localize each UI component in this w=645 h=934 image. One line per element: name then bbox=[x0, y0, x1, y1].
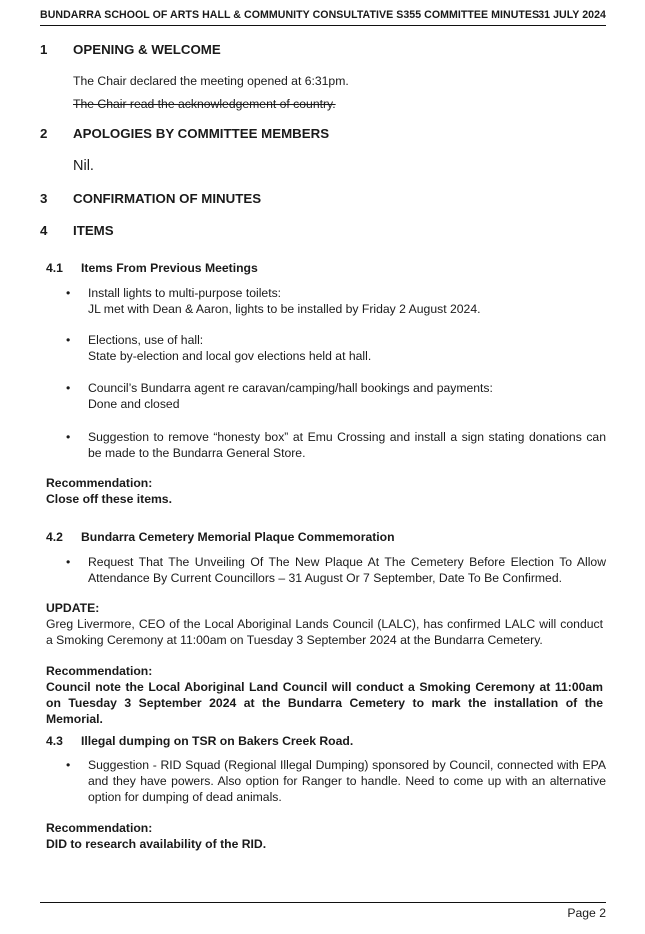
header-date: 31 JULY 2024 bbox=[538, 9, 606, 21]
bullet-icon: • bbox=[66, 555, 71, 569]
list-item bbox=[66, 332, 606, 364]
section-title: OPENING & WELCOME bbox=[73, 42, 221, 57]
section-title: ITEMS bbox=[73, 223, 114, 238]
recommendation-label: Recommendation: bbox=[46, 664, 153, 678]
header-title: BUNDARRA SCHOOL OF ARTS HALL & COMMUNITY CONSULTATIVE S355 COMMITTEE MINUTES bbox=[40, 9, 540, 21]
item-title: Bundarra Cemetery Memorial Plaque Commemoration bbox=[81, 530, 395, 544]
item-number: 4.3 bbox=[46, 734, 63, 748]
bullet-icon: • bbox=[66, 333, 71, 347]
list-item bbox=[66, 554, 606, 586]
section-number: 3 bbox=[40, 191, 48, 206]
bullet-text: Suggestion to remove “honesty box” at Emu Crossing and install a sign stating donations can be made to the Bundarra General Store. bbox=[88, 430, 606, 460]
recommendation-label: Recommendation: bbox=[46, 476, 153, 490]
bullet-line: Council’s Bundarra agent re caravan/camping/hall bookings and payments: bbox=[88, 381, 493, 395]
bullet-text: Suggestion - RID Squad (Regional Illegal Dumping) sponsored by Council, connected with EPA and they have powers. Also option for Ranger to handle. Need to come up with an alternative option for dumping of dead animals. bbox=[88, 758, 606, 804]
section-title: APOLOGIES BY COMMITTEE MEMBERS bbox=[73, 126, 330, 141]
footer-divider bbox=[40, 902, 606, 903]
page-header bbox=[40, 9, 606, 26]
recommendation-label: Recommendation: bbox=[46, 821, 153, 835]
item-number: 4.1 bbox=[46, 261, 63, 275]
bullet-line: Elections, use of hall: bbox=[88, 333, 204, 347]
section-number: 1 bbox=[40, 42, 48, 57]
bullet-icon: • bbox=[66, 758, 71, 772]
apologies-text: Nil. bbox=[73, 158, 94, 174]
bullet-line: Done and closed bbox=[88, 397, 180, 411]
item-title: Items From Previous Meetings bbox=[81, 261, 258, 275]
bullet-line: State by-election and local gov elections held at hall. bbox=[88, 349, 372, 363]
bullet-line: Install lights to multi-purpose toilets: bbox=[88, 286, 282, 300]
recommendation-text: Close off these items. bbox=[46, 492, 172, 506]
recommendation-text: DID to research availability of the RID. bbox=[46, 837, 267, 851]
item-number: 4.2 bbox=[46, 530, 63, 544]
bullet-text: Request That The Unveiling Of The New Plaque At The Cemetery Before Election To Allow Attendance By Current Councillors – 31 August Or 7 September, Date To Be Confirmed. bbox=[88, 555, 606, 585]
bullet-line: JL met with Dean & Aaron, lights to be installed by Friday 2 August 2024. bbox=[88, 302, 481, 316]
list-item bbox=[66, 429, 606, 461]
update-label: UPDATE: bbox=[46, 601, 100, 615]
section-number: 2 bbox=[40, 126, 48, 141]
bullet-icon: • bbox=[66, 430, 71, 444]
section-title: CONFIRMATION OF MINUTES bbox=[73, 191, 262, 206]
bullet-icon: • bbox=[66, 286, 71, 300]
bullet-icon: • bbox=[66, 381, 71, 395]
update-text: Greg Livermore, CEO of the Local Aboriginal Lands Council (LALC), has confirmed LALC will conduct a Smoking Ceremony at 11:00am on Tuesday 3 September 2024 at the Bundarra Cemetery. bbox=[46, 617, 603, 647]
item-title: Illegal dumping on TSR on Bakers Creek Road. bbox=[81, 734, 354, 748]
list-item bbox=[66, 380, 606, 412]
acknowledgement-text-struck: The Chair read the acknowledgement of country. bbox=[73, 97, 336, 111]
section-number: 4 bbox=[40, 223, 48, 238]
list-item bbox=[66, 285, 606, 317]
opening-text: The Chair declared the meeting opened at 6:31pm. bbox=[73, 74, 349, 88]
list-item bbox=[66, 757, 606, 805]
page-number: Page 2 bbox=[567, 906, 606, 920]
recommendation-text: Council note the Local Aboriginal Land Council will conduct a Smoking Ceremony at 11:00am on Tuesday 3 September 2024 at the Bundarra Cemetery to mark the installation of the Memorial. bbox=[46, 680, 603, 726]
